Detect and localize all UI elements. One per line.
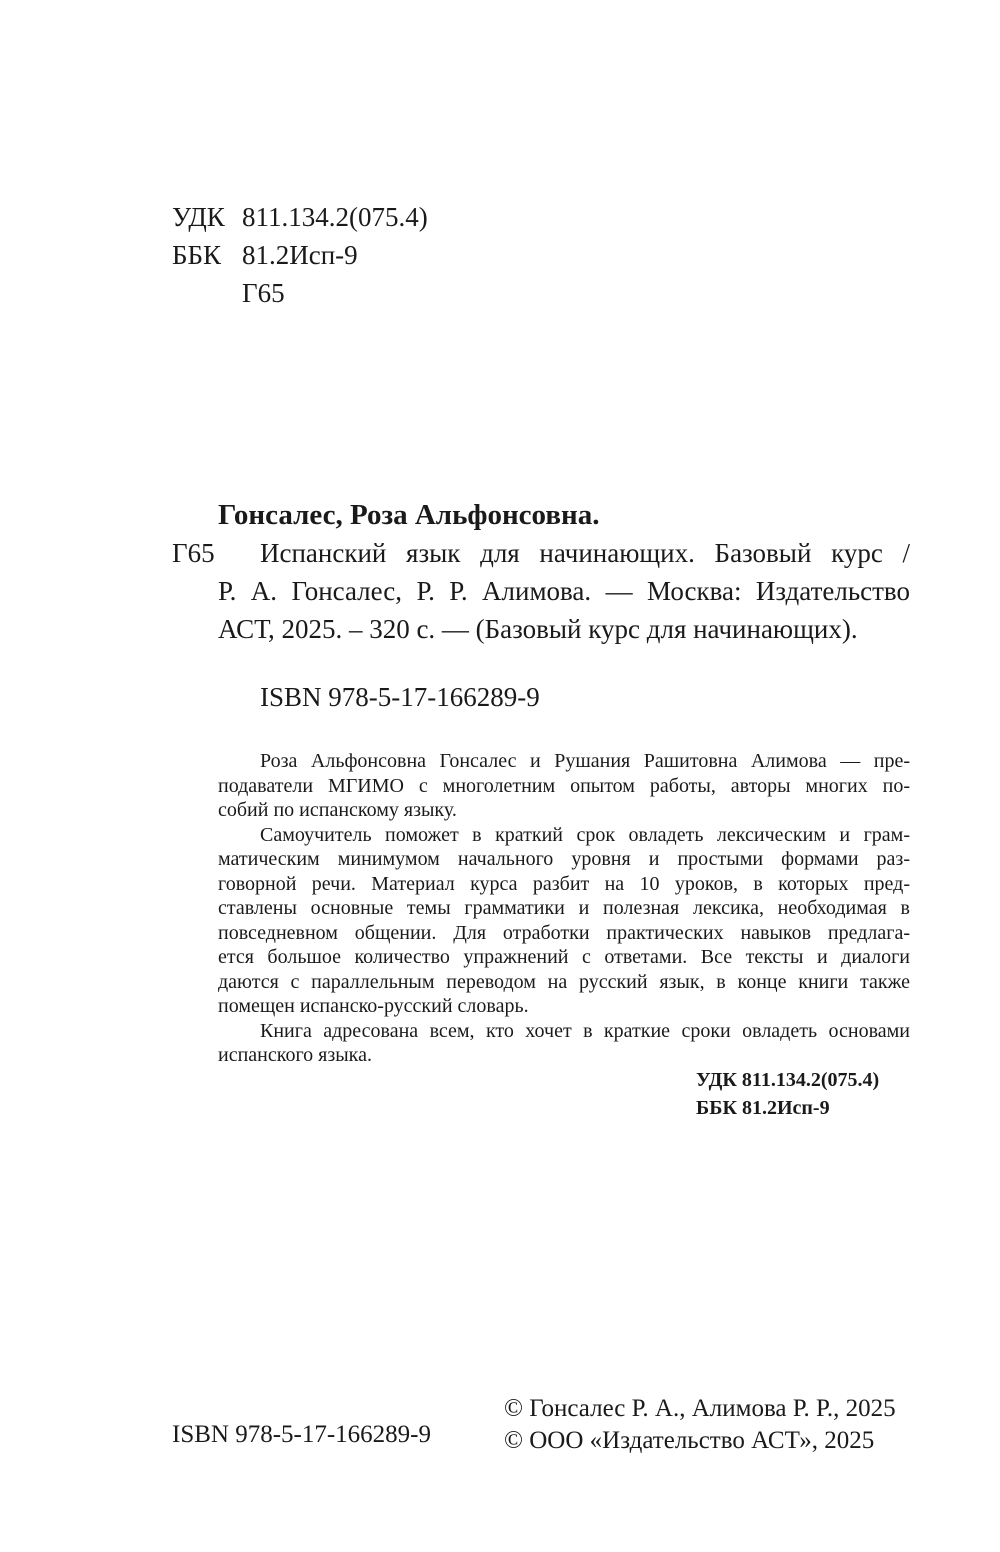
- annotation-paragraph-2: [218, 823, 910, 1019]
- bbk-label: ББК: [172, 240, 222, 270]
- annotation-bbk: ББК 81.2Исп-9: [696, 1097, 830, 1119]
- annotation-line: говорной речи. Материал курса разбит на 10 уроков, в которых пред-: [218, 872, 910, 895]
- card-author-mark: Г65: [172, 538, 215, 568]
- annotation: [218, 749, 910, 1068]
- annotation-line: испанского языка.: [218, 1044, 372, 1066]
- annotation-line: ставлены основные темы грамматики и полезная лексика, необходимая в: [218, 897, 910, 919]
- card-line: Р. А. Гонсалес, Р. Р. Алимова. — Москва: Издательство: [218, 576, 910, 606]
- annotation-paragraph-3: [218, 1019, 910, 1068]
- annotation-line: Самоучитель поможет в краткий срок овладеть лексическим и грам-: [260, 823, 910, 846]
- udk-label: УДК: [172, 202, 225, 232]
- annotation-line: собий по испанскому языку.: [218, 799, 457, 821]
- udk-value: 811.134.2(075.4): [242, 202, 428, 232]
- card-author: Гонсалес, Роза Альфонсовна.: [218, 499, 600, 531]
- card-line: АСТ, 2025. – 320 с. — (Базовый курс для начинающих).: [218, 614, 858, 644]
- annotation-udk: УДК 811.134.2(075.4): [696, 1069, 880, 1091]
- annotation-line: повседневном общении. Для отработки практических навыков предлага-: [218, 921, 910, 944]
- author-mark: Г65: [242, 278, 285, 308]
- annotation-line: подаватели МГИМО с многолетним опытом работы, авторы многих по-: [218, 774, 910, 797]
- annotation-line: помещен испанско-русский словарь.: [218, 995, 529, 1017]
- copyright-publisher: © ООО «Издательство АСТ», 2025: [504, 1427, 875, 1454]
- annotation-paragraph-1: [218, 749, 910, 823]
- annotation-line: матическим минимумом начального уровня и простыми формами раз-: [218, 848, 910, 870]
- bbk-value: 81.2Исп-9: [242, 240, 358, 270]
- annotation-line: Книга адресована всем, кто хочет в краткие сроки овладеть основами: [260, 1019, 910, 1042]
- annotation-line: Роза Альфонсовна Гонсалес и Рушания Рашитовна Алимова — пре-: [260, 750, 910, 772]
- card-description: [218, 534, 910, 648]
- copyright-authors: © Гонсалес Р. А., Алимова Р. Р., 2025: [504, 1395, 896, 1422]
- card-line: Испанский язык для начинающих. Базовый курс /: [260, 538, 910, 568]
- footer-isbn: ISBN 978-5-17-166289-9: [172, 1421, 432, 1448]
- annotation-line: даются с параллельным переводом на русский язык, в конце книги также: [218, 970, 910, 993]
- annotation-line: ется большое количество упражнений с ответами. Все тексты и диалоги: [218, 946, 910, 968]
- card-isbn: ISBN 978-5-17-166289-9: [260, 682, 540, 712]
